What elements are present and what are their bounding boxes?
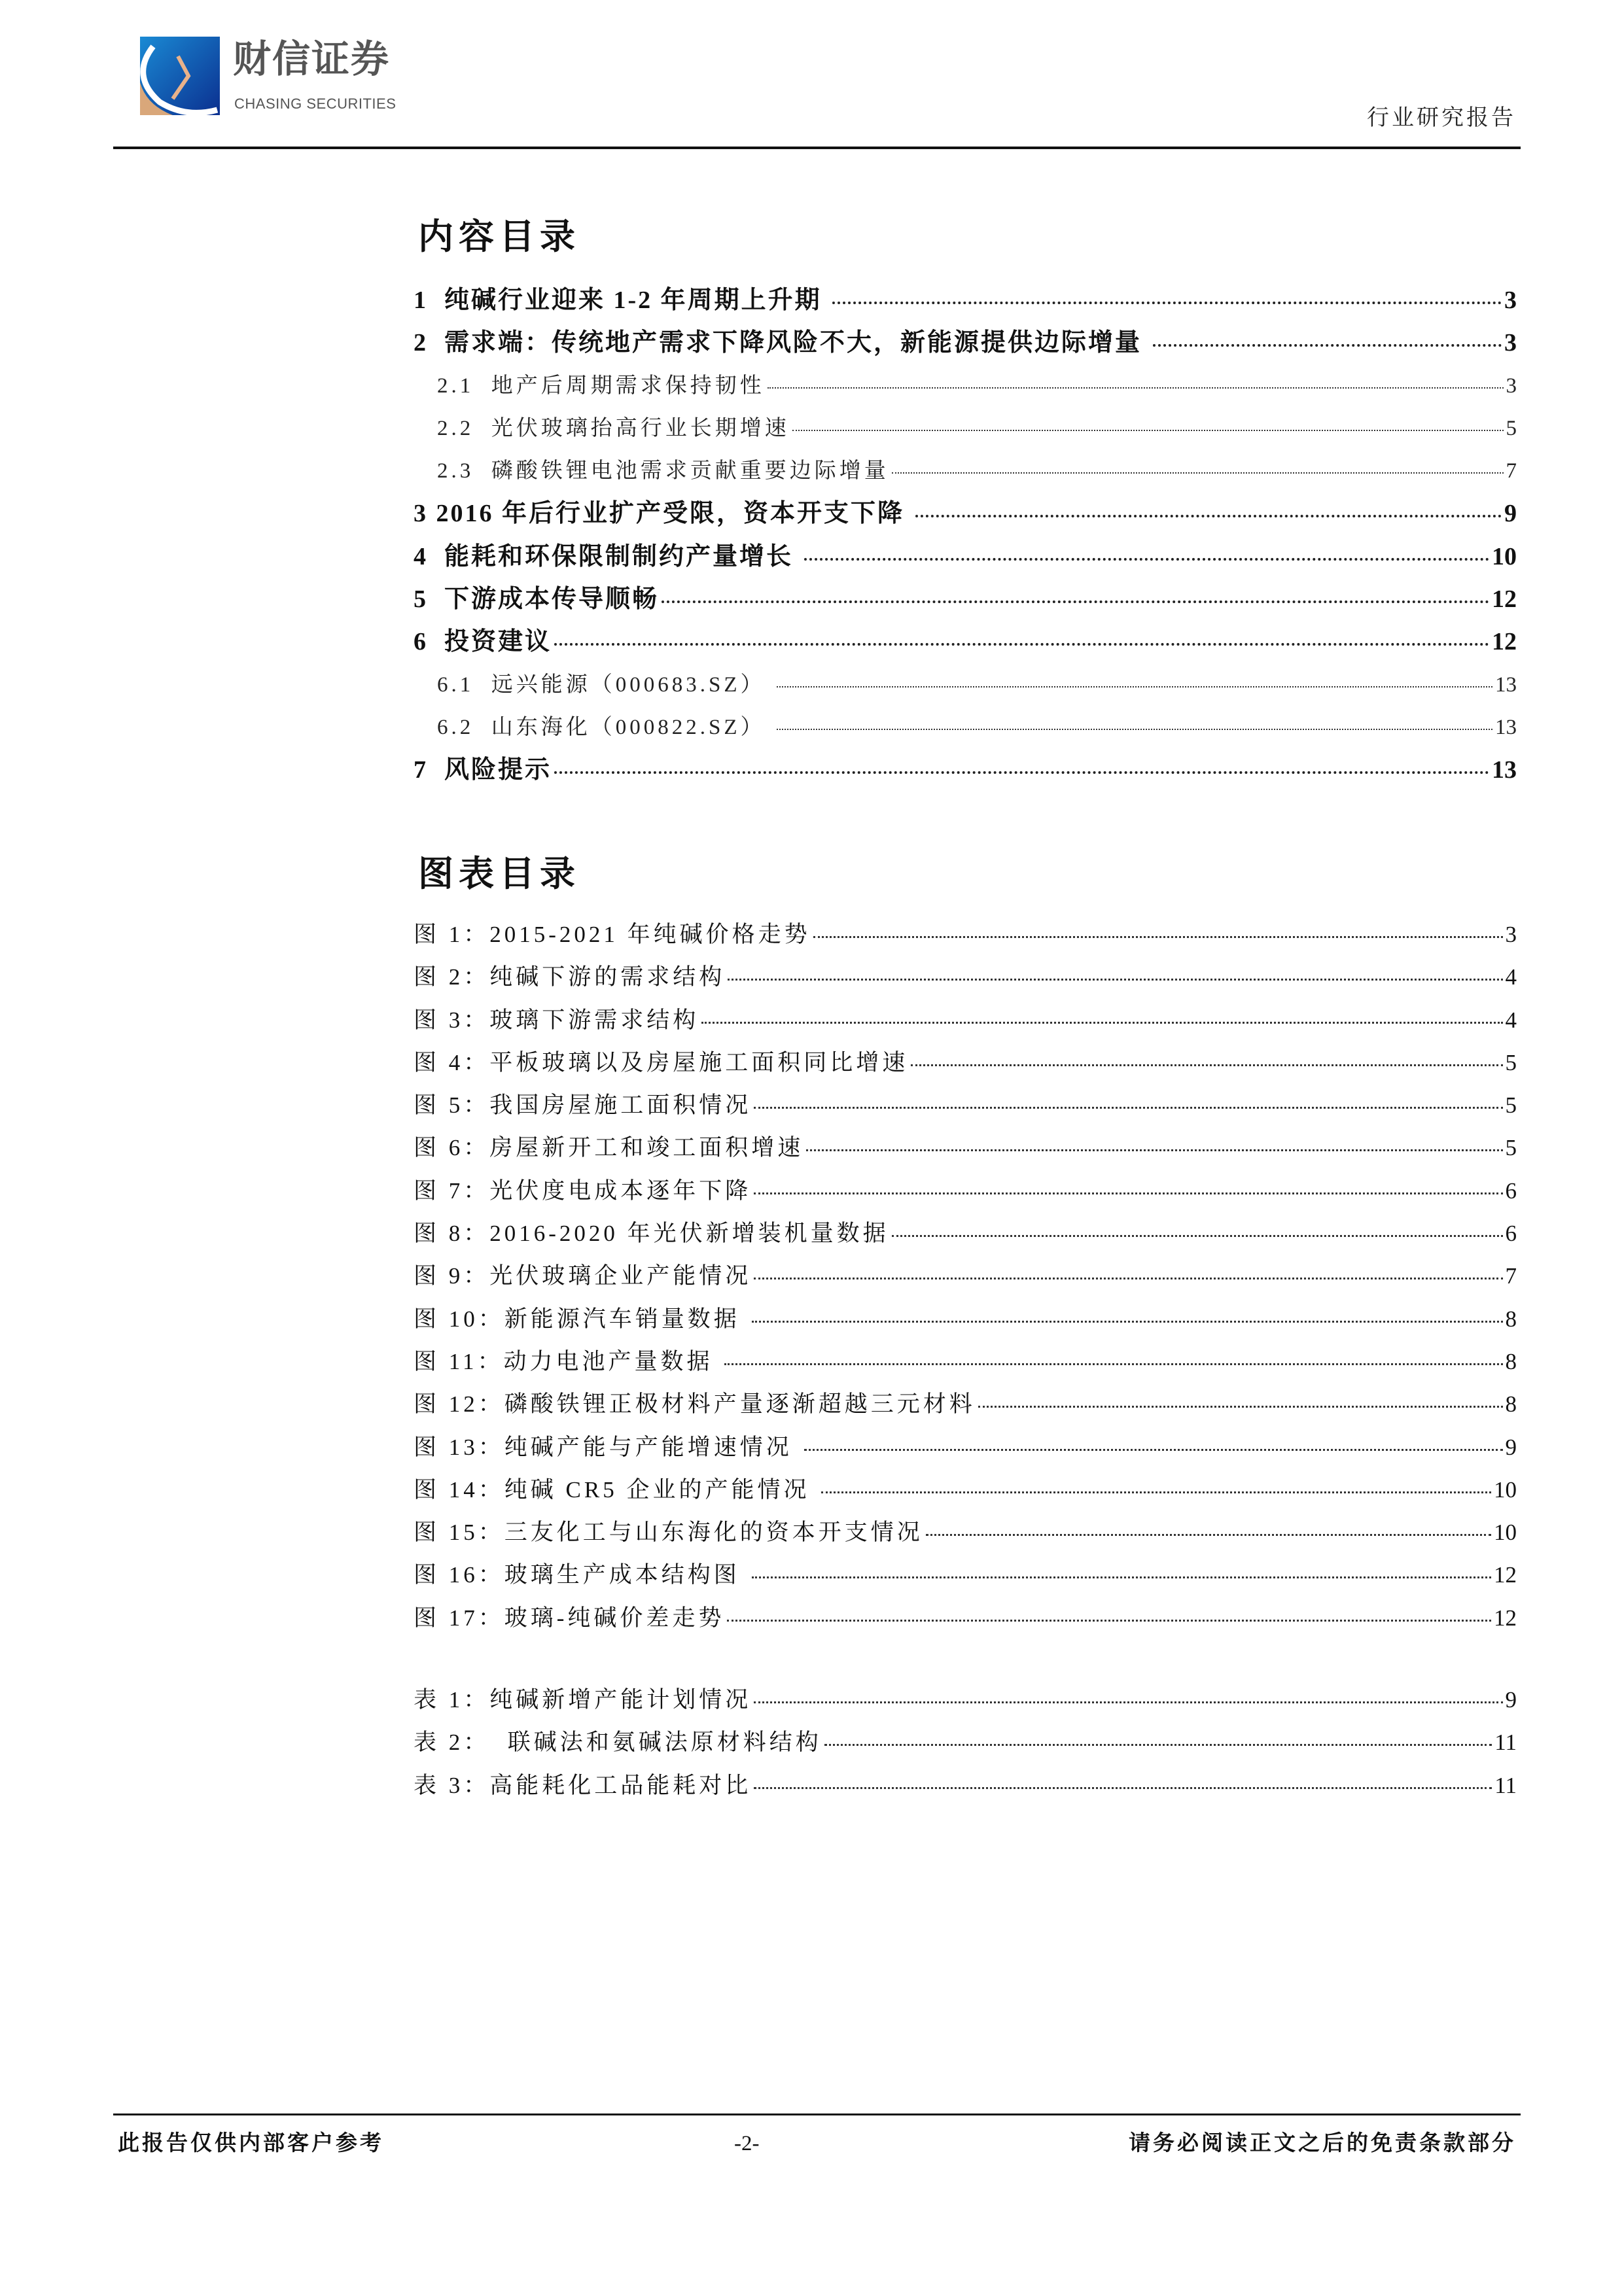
entry-title: 2.1 地产后周期需求保持韧性 bbox=[437, 374, 765, 398]
entry-page: 9 bbox=[1504, 500, 1517, 528]
entry-page: 13 bbox=[1495, 715, 1517, 739]
logo-mark-icon bbox=[140, 37, 225, 119]
entry-title: 图 2：纯碱下游的需求结构 bbox=[414, 964, 726, 990]
dot-leader bbox=[554, 771, 1489, 774]
entry-page: 3 bbox=[1504, 329, 1517, 357]
entry-page: 5 bbox=[1506, 416, 1517, 440]
entry-page: 10 bbox=[1494, 1520, 1517, 1546]
entry-title: 表 3：高能耗化工品能耗对比 bbox=[414, 1772, 752, 1798]
figure-entry[interactable] bbox=[414, 1089, 1517, 1132]
dot-leader bbox=[806, 1149, 1502, 1151]
toc-entry[interactable] bbox=[414, 326, 1517, 369]
dot-leader bbox=[724, 1363, 1502, 1365]
dot-leader bbox=[662, 600, 1489, 603]
entry-page: 7 bbox=[1506, 459, 1517, 483]
dot-leader bbox=[754, 1107, 1502, 1109]
dot-leader bbox=[911, 1064, 1502, 1066]
entry-page: 10 bbox=[1494, 1476, 1517, 1503]
page-number: -2- bbox=[734, 2132, 760, 2155]
entry-page: 4 bbox=[1505, 964, 1517, 990]
dot-leader bbox=[768, 387, 1504, 389]
entry-page: 12 bbox=[1494, 1605, 1517, 1631]
toc-entry[interactable] bbox=[414, 540, 1517, 583]
table-entry[interactable] bbox=[414, 1726, 1517, 1769]
figure-entry[interactable] bbox=[414, 1602, 1517, 1644]
entry-title: 图 5：我国房屋施工面积情况 bbox=[414, 1092, 752, 1119]
dot-leader bbox=[832, 302, 1502, 304]
entry-title: 图 9：光伏玻璃企业产能情况 bbox=[414, 1263, 752, 1289]
entry-title: 图 3：玻璃下游需求结构 bbox=[414, 1007, 699, 1033]
figure-entry[interactable] bbox=[414, 1474, 1517, 1516]
entry-title: 表 1：纯碱新增产能计划情况 bbox=[414, 1687, 752, 1713]
dot-leader bbox=[754, 1192, 1502, 1194]
entry-page: 12 bbox=[1492, 585, 1517, 614]
dot-leader bbox=[554, 643, 1489, 646]
toc-entry[interactable] bbox=[414, 370, 1517, 412]
figure-entry[interactable] bbox=[414, 1346, 1517, 1388]
entry-title: 5 下游成本传导顺畅 bbox=[414, 585, 660, 614]
entry-title: 2.2 光伏玻璃抬高行业长期增速 bbox=[437, 416, 790, 440]
entry-page: 5 bbox=[1505, 1092, 1517, 1119]
toc-entry[interactable] bbox=[414, 284, 1517, 326]
entry-title: 图 13：纯碱产能与产能增速情况 bbox=[414, 1434, 802, 1460]
figure-entry[interactable] bbox=[414, 1175, 1517, 1217]
dot-leader bbox=[824, 1744, 1492, 1746]
figure-entry[interactable] bbox=[414, 918, 1517, 961]
figure-entry[interactable] bbox=[414, 1217, 1517, 1260]
entry-page: 8 bbox=[1505, 1306, 1517, 1332]
dot-leader bbox=[813, 936, 1503, 938]
report-type-label: 行业研究报告 bbox=[1367, 106, 1516, 130]
dot-leader bbox=[915, 515, 1502, 517]
entry-title: 表 2： 联碱法和氨碱法原材料结构 bbox=[414, 1730, 822, 1756]
entry-page: 8 bbox=[1505, 1391, 1517, 1418]
entry-title: 图 12：磷酸铁锂正极材料产量逐渐超越三元材料 bbox=[414, 1391, 976, 1418]
entry-page: 9 bbox=[1505, 1434, 1517, 1460]
toc-entry[interactable] bbox=[414, 583, 1517, 625]
entry-title: 6.2 山东海化（000822.SZ） bbox=[437, 715, 774, 739]
toc-entry[interactable] bbox=[414, 754, 1517, 796]
figure-entry[interactable] bbox=[414, 1132, 1517, 1174]
dot-leader bbox=[701, 1022, 1502, 1024]
table-entry[interactable] bbox=[414, 1684, 1517, 1726]
logo-text-cn: 财信证券 bbox=[233, 37, 391, 81]
entry-title: 图 7：光伏度电成本逐年下降 bbox=[414, 1177, 752, 1204]
dot-leader bbox=[792, 430, 1504, 431]
dot-leader bbox=[777, 729, 1492, 730]
entry-title: 图 17：玻璃-纯碱价差走势 bbox=[414, 1605, 725, 1631]
entry-page: 10 bbox=[1492, 542, 1517, 570]
footer-notice: 请务必阅读正文之后的免责条款部分 bbox=[1129, 2132, 1516, 2155]
figure-entry[interactable] bbox=[414, 1004, 1517, 1047]
toc-list bbox=[414, 284, 1517, 797]
dot-leader bbox=[804, 558, 1489, 561]
dot-leader bbox=[754, 1787, 1492, 1789]
entry-page: 7 bbox=[1505, 1263, 1517, 1289]
entry-page: 3 bbox=[1504, 287, 1517, 314]
dot-leader bbox=[754, 1278, 1502, 1279]
toc-title: 内容目录 bbox=[418, 215, 580, 257]
dot-leader bbox=[728, 979, 1502, 981]
entry-title: 6 投资建议 bbox=[414, 628, 552, 656]
figures-title: 图表目录 bbox=[418, 852, 580, 894]
figures-list bbox=[414, 918, 1517, 1644]
toc-entry[interactable] bbox=[414, 497, 1517, 540]
figure-entry[interactable] bbox=[414, 1047, 1517, 1089]
entry-title: 3 2016 年后行业扩产受限，资本开支下降 bbox=[414, 500, 913, 528]
entry-page: 6 bbox=[1505, 1221, 1517, 1247]
dot-leader bbox=[727, 1620, 1491, 1622]
entry-title: 图 8：2016-2020 年光伏新增装机量数据 bbox=[414, 1221, 889, 1247]
entry-title: 图 10：新能源汽车销量数据 bbox=[414, 1306, 749, 1332]
dot-leader bbox=[752, 1321, 1503, 1323]
company-logo bbox=[140, 37, 441, 119]
figure-entry[interactable] bbox=[414, 1431, 1517, 1474]
dot-leader bbox=[978, 1406, 1503, 1408]
entry-title: 2.3 磷酸铁锂电池需求贡献重要边际增量 bbox=[437, 459, 889, 483]
entry-title: 图 11：动力电池产量数据 bbox=[414, 1348, 722, 1374]
dot-leader bbox=[752, 1576, 1491, 1578]
entry-title: 图 15：三友化工与山东海化的资本开支情况 bbox=[414, 1520, 923, 1546]
logo-text-en: CHASING SECURITIES bbox=[234, 96, 397, 112]
entry-page: 6 bbox=[1505, 1177, 1517, 1204]
toc-entry[interactable] bbox=[414, 669, 1517, 711]
entry-title: 4 能耗和环保限制制约产量增长 bbox=[414, 542, 802, 570]
footer-divider bbox=[113, 2113, 1521, 2115]
dot-leader bbox=[754, 1701, 1502, 1703]
entry-page: 3 bbox=[1505, 922, 1517, 947]
dot-leader bbox=[892, 1235, 1503, 1237]
entry-title: 图 14：纯碱 CR5 企业的产能情况 bbox=[414, 1476, 819, 1503]
figure-entry[interactable] bbox=[414, 1516, 1517, 1559]
entry-page: 11 bbox=[1494, 1772, 1517, 1798]
entry-page: 13 bbox=[1492, 756, 1517, 784]
toc-entry[interactable] bbox=[414, 625, 1517, 668]
entry-page: 13 bbox=[1495, 672, 1517, 697]
toc-entry[interactable] bbox=[414, 711, 1517, 754]
entry-page: 9 bbox=[1505, 1687, 1517, 1713]
toc-entry[interactable] bbox=[414, 455, 1517, 497]
dot-leader bbox=[804, 1449, 1503, 1451]
figure-entry[interactable] bbox=[414, 1303, 1517, 1346]
figure-entry[interactable] bbox=[414, 961, 1517, 1003]
entry-title: 图 16：玻璃生产成本结构图 bbox=[414, 1562, 749, 1588]
dot-leader bbox=[892, 472, 1504, 474]
entry-page: 5 bbox=[1505, 1049, 1517, 1075]
entry-page: 8 bbox=[1505, 1348, 1517, 1374]
entry-title: 图 1：2015-2021 年纯碱价格走势 bbox=[414, 922, 811, 947]
entry-title: 图 4：平板玻璃以及房屋施工面积同比增速 bbox=[414, 1049, 909, 1075]
tables-list bbox=[414, 1684, 1517, 1812]
toc-entry[interactable] bbox=[414, 412, 1517, 455]
figure-entry[interactable] bbox=[414, 1559, 1517, 1601]
entry-title: 7 风险提示 bbox=[414, 756, 552, 784]
entry-page: 4 bbox=[1505, 1007, 1517, 1033]
entry-page: 12 bbox=[1492, 628, 1517, 656]
table-entry[interactable] bbox=[414, 1769, 1517, 1812]
dot-leader bbox=[777, 686, 1492, 687]
entry-title: 1 纯碱行业迎来 1-2 年周期上升期 bbox=[414, 287, 830, 314]
figure-entry[interactable] bbox=[414, 1260, 1517, 1302]
dot-leader bbox=[821, 1491, 1491, 1493]
entry-title: 图 6：房屋新开工和竣工面积增速 bbox=[414, 1135, 804, 1161]
entry-page: 5 bbox=[1505, 1135, 1517, 1161]
figure-entry[interactable] bbox=[414, 1388, 1517, 1431]
entry-title: 6.1 远兴能源（000683.SZ） bbox=[437, 672, 774, 697]
entry-page: 11 bbox=[1494, 1730, 1517, 1756]
dot-leader bbox=[926, 1534, 1491, 1536]
entry-title: 2 需求端：传统地产需求下降风险不大，新能源提供边际增量 bbox=[414, 329, 1150, 357]
entry-page: 3 bbox=[1506, 374, 1517, 398]
header-divider bbox=[113, 147, 1521, 149]
footer-disclaimer: 此报告仅供内部客户参考 bbox=[118, 2132, 384, 2155]
dot-leader bbox=[1153, 344, 1502, 347]
entry-page: 12 bbox=[1494, 1562, 1517, 1588]
